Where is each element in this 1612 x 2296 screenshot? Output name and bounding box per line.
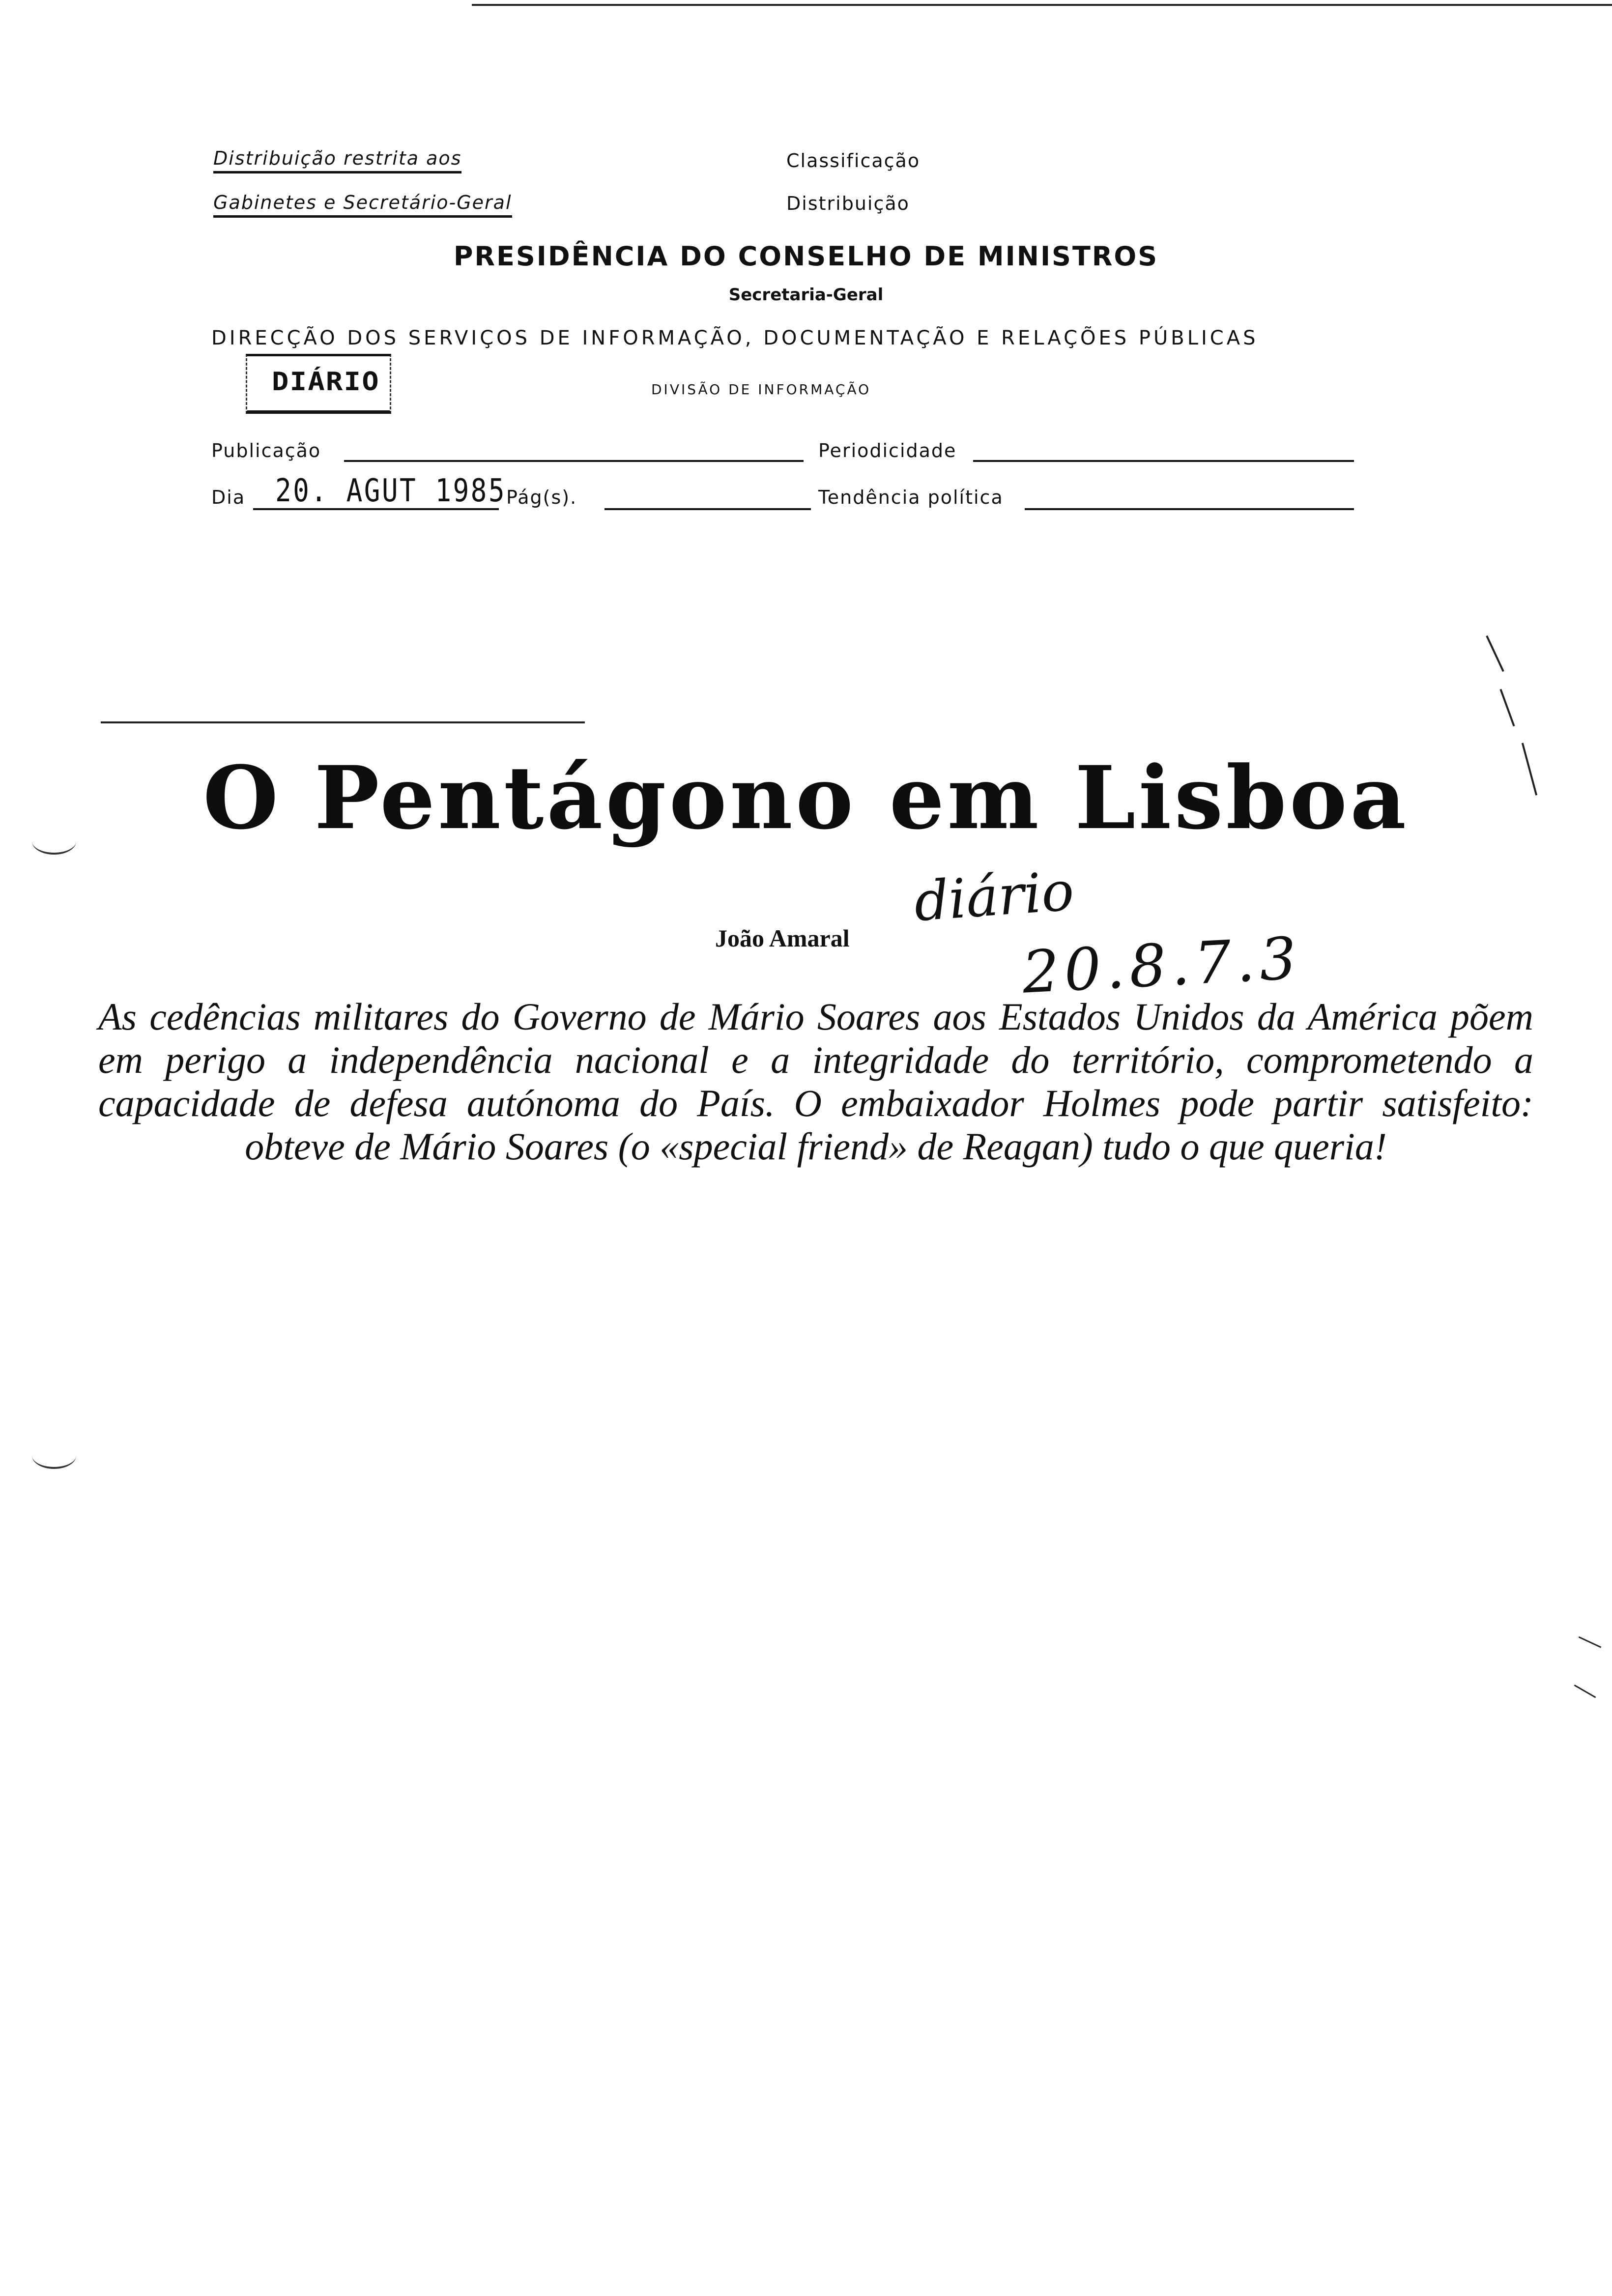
scan-mark-left-upper (32, 828, 76, 855)
scan-mark-right-2 (1499, 689, 1515, 727)
article-lead-paragraph: As cedências militares do Governo de Mário Soares aos Estados Unidos da América põem em perigo a independência nacional e a integridade do território, comprometendo a capacidade de defesa autónoma do País. O embaixador Holmes pode partir satisfeito: obteve de Mário Soares (o «special friend» de Reagan) tudo o que queria! (98, 995, 1533, 1168)
scan-mark-left-lower (32, 1442, 76, 1469)
day-label: Dia (211, 487, 246, 508)
pages-fill-line (604, 508, 811, 510)
diario-stamp (246, 354, 391, 414)
distribution-label: Distribuição (786, 193, 910, 214)
division-label: DIVISÃO DE INFORMAÇÃO (651, 381, 871, 398)
publication-label: Publicação (211, 440, 321, 461)
pages-label: Pág(s). (506, 487, 577, 508)
day-value: 20. AGUT 1985 (275, 473, 506, 509)
distribution-restricted-label: Distribuição restrita aos (213, 147, 461, 173)
handwritten-reference-note: 20.8.7.3 (1020, 924, 1303, 1006)
secretariat-label: Secretaria-Geral (728, 285, 884, 305)
article-top-rule (101, 721, 585, 723)
scan-mark-right-5 (1574, 1685, 1596, 1698)
day-fill-line (253, 508, 499, 510)
scan-mark-right-1 (1486, 635, 1504, 672)
article-title: O Pentágono em Lisboa (202, 747, 1410, 849)
publication-fill-line (344, 460, 804, 462)
tendency-label: Tendência política (818, 487, 1004, 508)
department-line: DIRECÇÃO DOS SERVIÇOS DE INFORMAÇÃO, DOCUMENTAÇÃO E RELAÇÕES PÚBLICAS (211, 327, 1259, 349)
handwritten-source-note: diário (912, 859, 1076, 934)
tendency-fill-line (1025, 508, 1354, 510)
scan-edge-top (472, 4, 1612, 6)
stamp-text: DIÁRIO (272, 367, 380, 397)
periodicity-label: Periodicidade (818, 440, 957, 461)
periodicity-fill-line (973, 460, 1354, 462)
author-byline: João Amaral (715, 924, 850, 952)
classification-label: Classificação (786, 150, 921, 172)
scan-mark-right-4 (1579, 1636, 1602, 1648)
organization-masthead: PRESIDÊNCIA DO CONSELHO DE MINISTROS (453, 241, 1159, 272)
distribution-cabinets-label: Gabinetes e Secretário-Geral (213, 192, 512, 218)
